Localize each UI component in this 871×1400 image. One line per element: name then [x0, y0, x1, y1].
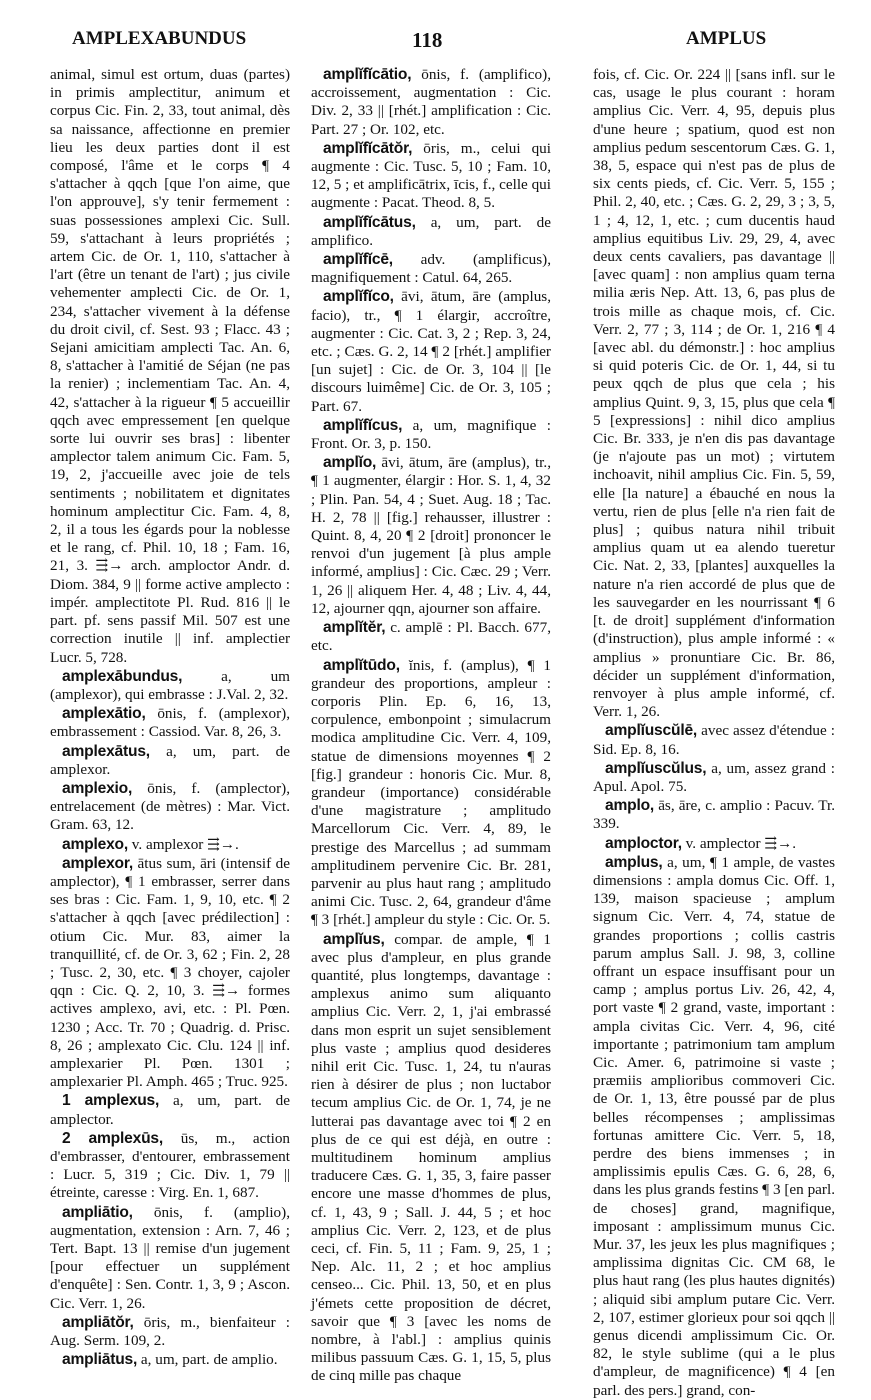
entry-definition: avec assez d'étendue : Sid. Ep. 8, 16. [593, 722, 835, 758]
entry-definition: āvi, ātum, āre (amplus), tr., ¶ 1 augmenter, élargir : Hor. S. 1, 4, 32 ; Plin. Pan. 54, 4 ; Suet. Aug. 18 ; Tac. H. 2, 78 || [fig.] rehausser, illustrer : Quint. 8, 4, 20 ¶ 2 [droit] prononcer le renvoi d'un jugement [à plus ample informé, amplius] : Cic. Cæc. 29 ; Verr. 1, 26 || aliquem Her. 4, 48 ; Liv. 4, 44, 12, ajourner qqn, ajourner son affaire. [311, 454, 551, 617]
dictionary-entry [50, 705, 290, 741]
headword: amplĭuscŭlē, [605, 722, 698, 740]
dictionary-entry [311, 417, 551, 453]
page-number: 118 [412, 28, 443, 52]
entry-definition: a, um, part. de amplexor. [50, 742, 290, 778]
entry-definition: compar. de ample, ¶ 1 avec plus d'ampleur, en plus grande quantité, plus longtemps, davantage : amplexus animo sum aliquanto amplius Cic. Verr. 2, 1, j'ai embrassé dans mon esprit un sujet sensiblement plus vaste ; amplius quod desideres nihil erit Cic. Tusc. 1, 24, tu n'auras rien à désirer de plus ; non luctabor tecum amplius Cic. de Or. 1, 74, je ne lutterai pas davantage avec toi ¶ 2 en plus de ce qui est déjà, en outre : multitudinem hominum amplius traducere Cæs. G. 1, 35, 3, faire passer encore une masse d'hommes de plus, cf. 1, 43, 9 ; Sall. J. 44, 5 ; et hoc amplius Cic. Verr. 2, 123, et de plus ceci, cf. Fin. 5, 11 ; Fam. 9, 25, 1 ; Nep. Alc. 11, 2 ; et hoc amplius censeo... Cic. Phil. 13, 50, et en plus j'émets cette proposition de décret, savoir que ¶ 3 [avec les noms de nombre, à l'abl.] : amplius quinis milibus passuum Cæs. G. 1, 15, 5, plus de cinq mille pas chaque [311, 930, 551, 1385]
dictionary-entry [311, 288, 551, 415]
headword: amplĭfĭcātio, [323, 66, 412, 83]
dictionary-entry [311, 931, 551, 1386]
headword: amplĭfĭcē, [323, 251, 393, 269]
dictionary-entry [311, 66, 551, 139]
column-2 [311, 66, 552, 1385]
entry-continuation [50, 66, 290, 667]
entry-definition: animal, simul est ortum, duas (partes) in primis amplectitur, animum et corpus Cic. Fin. 2, 33, tout animal, dès sa naissance, affectionne en premier lieu les deux parties dont il est composé, l'âme et le corps ¶ 4 s'attacher à qqch [que l'on aime, que l'on approuve], s'y tenir fermement : suas possessiones amplexi Cic. Sull. 59, s'attachant à leurs propriétés ; artem Cic. de Or. 1, 110, s'attacher à l'art (être un tenant de l'art) ; jus civile vehementer amplecti Cic. de Or. 1, 234, s'attacher vivement à la défense du droit civil, cf. Sest. 93 ; Flacc. 43 ; Sejani amicitiam amplecti Tac. An. 6, 8, s'attacher à l'amitié de Séjan (ne pas la renier) ; inclementiam Tac. An. 4, 42, s'attacher à la rigueur ¶ 5 accueillir qqch avec empressement [en quelque sorte lui ouvrir ses bras] : libenter amplector talem animum Cic. Fam. 5, 19, 2, j'accueille avec joie de tels sentiments ; nobilitatem et dignitates hominum amplectitur Cic. Fam. 4, 8, 2, il a tous les égards pour la noblesse et le rang, cf. Phil. 10, 18 ; Fam. 16, 21, 3. ⇶→ arch. amploctor Andr. d. Diom. 384, 9 || forme active amplecto : impér. amplectitote Pl. Rud. 816 || le part. pf. sens passif Mil. 507 est une correction inutile || inf. amplectier Lucr. 5, 728. [50, 66, 290, 666]
headword: amplĭo, [323, 454, 377, 472]
entry-definition: ĭnis, f. (amplus), ¶ 1 grandeur des proportions, ampleur : corporis Plin. Ep. 6, 16, 13, corpulence, embonpoint ; simulacrum modica amplitudine Cic. Verr. 4, 109, statue de dimensions moyennes ¶ 2 [fig.] grandeur : honoris Cic. Mur. 8, grandeur (importance) considérable d'une magistrature ; amplitudo Marcellorum Cic. Verr. 4, 89, le prestige des Marcellus ; ad summam amplitudinem pervenire Cic. Br. 281, parvenir au plus haut rang ; amplitudo animi Cic. Tusc. 2, 64, grandeur d'âme ¶ 3 [rhét.] ampleur du style : Cic. Or. 5. [311, 656, 551, 929]
headword: amplĭuscŭlus, [605, 759, 707, 777]
entry-definition: v. amplector ⇶→. [685, 834, 797, 852]
dictionary-entry [50, 668, 290, 704]
headword: amplexātus, [62, 742, 150, 760]
entry-definition: c. amplē : Pl. Bacch. 677, etc. [311, 619, 552, 655]
dictionary-entry [50, 1092, 290, 1128]
dictionary-entry [311, 214, 551, 250]
headword: amplexātio, [62, 705, 146, 723]
entry-definition: ōnis, f. (amplifico), accroissement, augmentation : Cic. Div. 2, 33 || [rhét.] amplification : Cic. Part. 27 ; Or. 102, etc. [311, 66, 551, 138]
column-3 [593, 66, 836, 1399]
headword: amplĭus, [323, 930, 385, 948]
dictionary-entry [593, 722, 835, 758]
entry-definition: ās, āre, c. amplio : Pacuv. Tr. 339. [593, 797, 836, 833]
dictionary-entry [50, 743, 290, 779]
column-1 [50, 66, 291, 1369]
dictionary-entry [50, 836, 290, 854]
entry-definition: a, um, ¶ 1 ample, de vastes dimensions : ampla domus Cic. Off. 1, 139, maison spacieuse ; amplum signum Cic. Verr. 4, 74, statue de grandes proportions ; collis castris parum amplus Sall. J. 98, 3, colline offrant un espace insuffisant pour un camp ; amplus portus Liv. 26, 42, 4, port vaste ¶ 2 grand, vaste, important : ampla civitas Cic. Verr. 4, 96, cité importante ; patrimonium tam amplum Cic. Amer. 6, patrimoine si vaste ; præmiis amplioribus commoveri Cic. de Or. 1, 13, être poussé par de plus belles récompenses ; amplissimas fortunas amittere Cic. Verr. 5, 18, perdre des biens immenses ; in amplissimis epulis Cæs. G. 6, 28, 6, dans les plus grands festins ¶ 3 [en parl. de choses] grand, magnifique, imposant : amplissimum munus Cic. Mur. 37, les jeux les plus magnifiques ; amplissima dignitas Cic. CM 68, le plus haut rang (les plus hautes dignités) ; aliquid sibi amplum putare Cic. Verr. 2, 107, estimer glorieux pour soi qqch || genus dicendi amplissimum Cic. Or. 82, le style sublime (qui a le plus d'ampleur, de magnificence) ¶ 4 [en parl. des pers.] grand, con- [593, 853, 836, 1399]
dictionary-entry [311, 251, 551, 287]
headword: amplus, [605, 853, 663, 871]
headword: amplĭfĭcātŏr, [323, 139, 413, 157]
headword: ampliātio, [62, 1203, 133, 1221]
headword: ampliātŏr, [62, 1313, 134, 1331]
headword: amplo, [605, 797, 655, 815]
headword: amplĭfĭcus, [323, 416, 403, 434]
dictionary-entry [50, 780, 290, 835]
running-head-left: AMPLEXABUNDUS [72, 28, 247, 49]
dictionary-entry [593, 760, 835, 796]
dictionary-entry [50, 855, 290, 1092]
entry-definition: v. amplexor ⇶→. [131, 835, 239, 853]
entry-definition: ōris, m., celui qui augmente : Cic. Tusc. 5, 10 ; Fam. 10, 12, 5 ; et amplificātrix, īcis, f., celle qui augmente : Pacat. Theod. 8, 5. [311, 139, 551, 212]
dictionary-entry [311, 619, 551, 655]
page-header [0, 28, 871, 58]
headword: amplĭfĭco, [323, 288, 394, 306]
dictionary-entry [50, 1204, 290, 1313]
headword: 1 amplexus, [62, 1092, 160, 1110]
headword: amplexio, [62, 779, 133, 797]
headword: amploctor, [605, 834, 682, 852]
entry-definition: ōnis, f. (amplio), augmentation, extension : Arn. 7, 46 ; Tert. Bapt. 13 || remise d'un jugement [pour effectuer un supplément d'enquête] : Sen. Contr. 1, 3, 9 ; Ascon. Cic. Verr. 1, 26. [50, 1203, 290, 1312]
entry-definition: a, um (amplexor), qui embrasse : J.Val. 2, 32. [50, 667, 290, 703]
dictionary-entry [593, 797, 835, 833]
headword: ampliātus, [62, 1351, 138, 1369]
entry-definition: ōnis, f. (amplexor), embrassement : Cassiod. Var. 8, 26, 3. [50, 705, 290, 741]
dictionary-entry [311, 657, 551, 930]
headword: 2 amplexūs, [62, 1129, 164, 1147]
dictionary-entry [593, 854, 835, 1400]
dictionary-entry [50, 1314, 290, 1350]
dictionary-entry [311, 454, 551, 618]
entry-definition: ātus sum, āri (intensif de amplector), ¶ 1 embrasser, serrer dans ses bras : Cic. Fam. 1, 9, 10, etc. ¶ 2 s'attacher à qqch [avec prédilection] : otium Cic. Mur. 83, aimer la tranquillité, cf. de Or. 3, 62 ; Fin. 2, 28 ; Tusc. 2, 30, etc. ¶ 3 choyer, cajoler qqn : Cic. Q. 2, 10, 3. ⇶→ formes actives amplexo, avi, etc. : Pl. Pœn. 1230 ; Acc. Tr. 70 ; Quadrig. d. Prisc. 8, 26 ; amplexato Cic. Clu. 124 || inf. amplexarier Pl. Pœn. 1301 ; amplexarier Pl. Amph. 465 ; Truc. 925. [50, 854, 291, 1091]
entry-definition: āvi, ātum, āre (amplus, facio), tr., ¶ 1 élargir, accroître, augmenter : Cic. Cat. 3, 2 ; Rep. 3, 24, etc. ; Cæs. G. 2, 14 ¶ 2 [rhét.] amplifier [un sujet] : Cic. de Or. 3, 104 || [le discours luimême] Cic. de Or. 3, 105 ; Part. 67. [311, 288, 552, 415]
dictionary-entry [593, 835, 835, 853]
entry-continuation [593, 66, 835, 721]
headword: amplĭfĭcātus, [323, 213, 416, 231]
headword: amplexo, [62, 835, 128, 853]
headword: amplĭtūdo, [323, 656, 400, 674]
entry-definition: a, um, part. de amplio. [140, 1351, 278, 1369]
entry-definition: ōnis, f. (amplector), entrelacement (de mètres) : Mar. Vict. Gram. 63, 12. [50, 779, 291, 834]
headword: amplexābundus, [62, 667, 183, 685]
entry-definition: ōris, m., bienfaiteur : Aug. Serm. 109, 2. [50, 1313, 291, 1350]
headword: amplexor, [62, 854, 134, 872]
headword: amplĭtĕr, [323, 619, 386, 637]
entry-definition: fois, cf. Cic. Or. 224 || [sans infl. sur le cas, usage le plus courant : horam amplius Cic. Verr. 4, 95, depuis plus d'une heure ; spatium, quod est non amplius pedum sescentorum Cæs. G. 1, 38, 5, espace qui n'est pas de plus de six cents pieds, cf. Cic. Verr. 5, 155 ; Phil. 2, 40, etc. ; Cæs. G. 2, 29, 3 ; 3, 5, 1 ; 4, 12, 1, etc. ; cum ducentis haud amplius equitibus Liv. 29, 29, 4, avec deux cents cavaliers, pas davantage || [avec quam] : non amplius quam terna milia æris Nep. Att. 13, 6, pas plus de trois mille as chaque mois, cf. Cic. Verr. 2, 77 ; 3, 114 ; de Or. 1, 216 ¶ 4 [avec abl. du démonstr.] : hoc amplius si quid poteris Cic. de Or. 1, 44, si tu peux qqch de plus que cela ; his amplius Quint. 9, 3, 15, plus que cela ¶ 5 [expressions] : nihil dico amplius Cic. Br. 333, je n'en dis pas davantage (je n'ajoute pas un mot) ; virtutem inchoavit, nihil amplius Cic. Fin. 5, 59, elle [la nature] a ébauché en nous la vertu, rien de plus [elle n'a rien fait de plus] ; quibus natura nihil tribuit amplius quam ut ea alendo tueretur Cic. Nat. 2, 33, [plantes] auxquelles la nature n'a rien accordé de plus que de les sauvegarder en les nourrissant ¶ 6 [t. de droit] supplément d'information (d'instruction), plus ample informé : « amplius » pronuntiare Cic. Br. 86, décider un supplément d'information, renvoyer à plus ample informé, cf. Verr. 1, 26. [593, 66, 835, 721]
running-head-right: AMPLUS [686, 28, 767, 49]
entry-definition: a, um, magnifique : Front. Or. 3, p. 150. [311, 416, 551, 453]
dictionary-entry [50, 1351, 290, 1369]
dictionary-entry [50, 1130, 290, 1203]
entry-definition: ūs, m., action d'embrasser, d'entourer, embrassement : Lucr. 5, 319 ; Cic. Div. 1, 79 || étreinte, caresse : Virg. En. 1, 687. [50, 1129, 291, 1202]
dictionary-entry [311, 140, 551, 213]
entry-definition: a, um, assez grand : Apul. Apol. 75. [593, 759, 836, 795]
entry-definition: a, um, part. de amplifico. [311, 213, 551, 249]
entry-definition: adv. (amplificus), magnifiquement : Catul. 64, 265. [311, 251, 552, 287]
entry-definition: a, um, part. de amplector. [50, 1092, 290, 1128]
